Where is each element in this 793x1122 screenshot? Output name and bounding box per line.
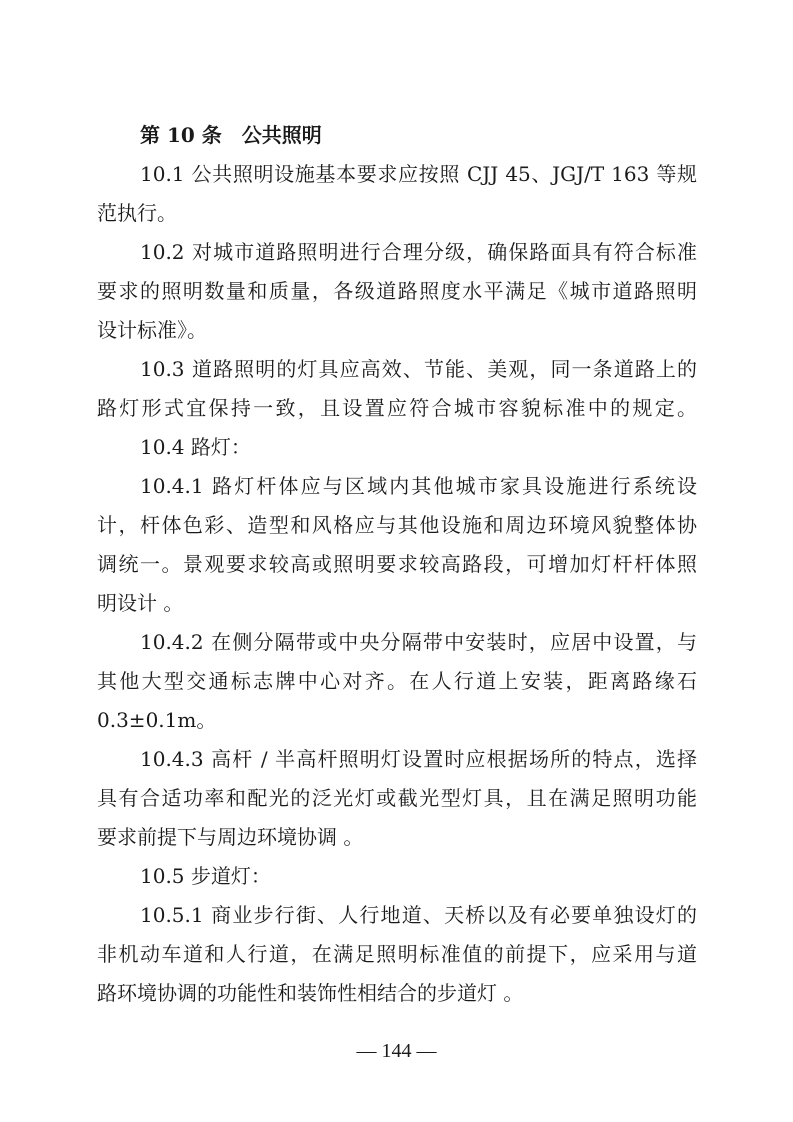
paragraph-10-4-2-line-1: 10.4.2 在侧分隔带或中央分隔带中安装时，应居中设置，与 <box>140 630 697 654</box>
paragraph-10-3-line-1: 10.3 道路照明的灯具应高效、节能、美观，同一条道路上的 <box>140 357 697 381</box>
paragraph-10-5-1-line-3: 路环境协调的功能性和装饰性相结合的步道灯 。 <box>97 981 524 1005</box>
page-number: — 144 — <box>356 1040 437 1062</box>
paragraph-10-4-heading: 10.4 路灯： <box>140 435 251 459</box>
paragraph-10-4-1-line-2: 计，杆体色彩、造型和风格应与其他设施和周边环境风貌整体协 <box>97 513 697 537</box>
paragraph-10-3-line-2: 路灯形式宜保持一致，且设置应符合城市容貌标准中的规定。 <box>97 396 697 420</box>
paragraph-10-5-1-line-1: 10.5.1 商业步行街、人行地道、天桥以及有必要单独设灯的 <box>140 903 697 927</box>
paragraph-10-1-line-1: 10.1 公共照明设施基本要求应按照 CJJ 45、JGJ/T 163 等规 <box>140 162 697 186</box>
section-heading: 第 10 条 公共照明 <box>140 123 322 147</box>
paragraph-10-4-3-line-2: 具有合适功率和配光的泛光灯或截光型灯具，且在满足照明功能 <box>97 786 697 810</box>
paragraph-10-2-line-2: 要求的照明数量和质量，各级道路照度水平满足《城市道路照明 <box>97 279 697 303</box>
paragraph-10-5-1-line-2: 非机动车道和人行道，在满足照明标准值的前提下，应采用与道 <box>97 942 697 966</box>
paragraph-10-4-2-line-2: 其他大型交通标志牌中心对齐。在人行道上安装，距离路缘石 <box>97 669 697 693</box>
paragraph-10-4-1-line-3: 调统一。景观要求较高或照明要求较高路段，可增加灯杆杆体照 <box>97 552 697 576</box>
paragraph-10-4-1-line-4: 明设计 。 <box>97 591 184 615</box>
paragraph-10-1-line-2: 范执行。 <box>97 201 177 225</box>
paragraph-10-5-heading: 10.5 步道灯： <box>140 864 271 888</box>
paragraph-10-2-line-3: 设计标准》。 <box>97 318 207 342</box>
paragraph-10-2-line-1: 10.2 对城市道路照明进行合理分级，确保路面具有符合标准 <box>140 240 697 264</box>
paragraph-10-4-2-line-3: 0.3±0.1m。 <box>97 708 217 732</box>
paragraph-10-4-3-line-3: 要求前提下与周边环境协调 。 <box>97 825 364 849</box>
paragraph-10-4-3-line-1: 10.4.3 高杆 / 半高杆照明灯设置时应根据场所的特点，选择 <box>140 747 697 771</box>
paragraph-10-4-1-line-1: 10.4.1 路灯杆体应与区域内其他城市家具设施进行系统设 <box>140 474 697 498</box>
